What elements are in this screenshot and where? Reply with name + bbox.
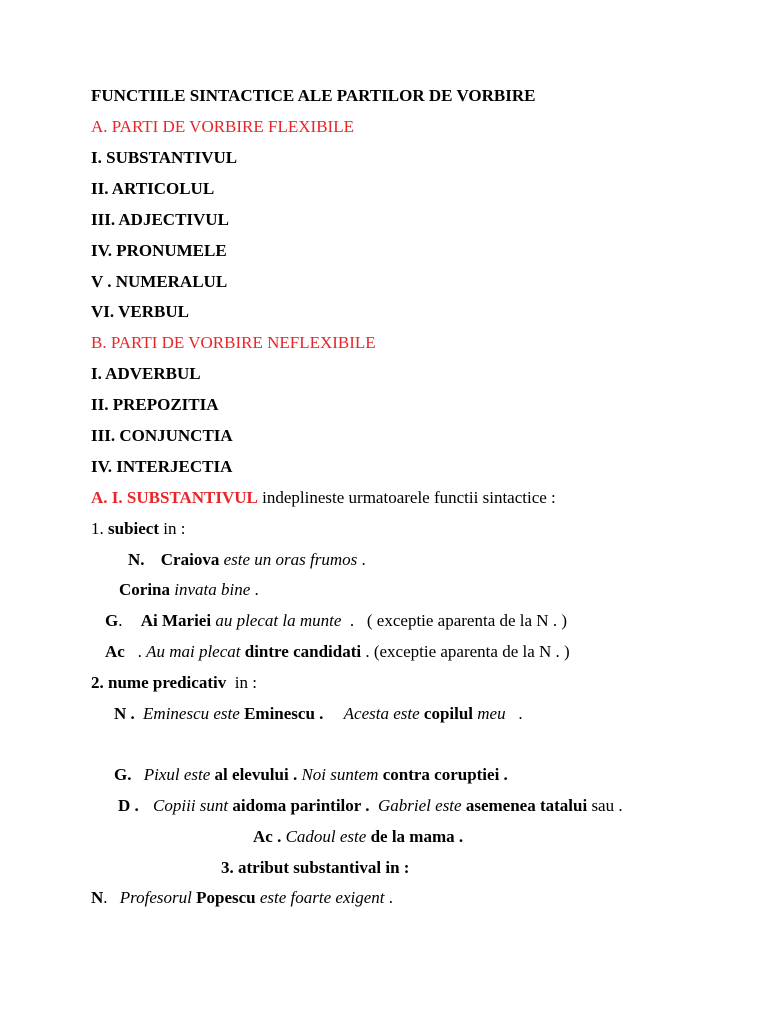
function-number: 1. [91, 519, 108, 538]
example-keyword: Popescu [191, 888, 256, 907]
example-corina [119, 580, 259, 600]
example-end: sau . [587, 796, 623, 815]
function-1-subiect [91, 519, 185, 539]
example-text: au plecat la munte [211, 611, 342, 630]
example-keyword: copilul [423, 704, 474, 723]
list-item: I. SUBSTANTIVUL [91, 148, 238, 167]
example-pre: . [124, 642, 147, 661]
example-f2-acuzativ [253, 827, 463, 847]
example-text: Au mai plecat [146, 642, 241, 661]
example-keyword: dintre candidati [240, 642, 362, 661]
example-text: Cadoul este [281, 827, 367, 846]
example-genitiv [105, 611, 567, 631]
case-label: G [105, 611, 119, 630]
example-text: Copiii sunt [153, 796, 229, 815]
example-end: . [505, 704, 523, 723]
example-text: invata bine [170, 580, 251, 599]
example-keyword: Eminescu [244, 704, 315, 723]
example-dot: . [314, 704, 324, 723]
example-text: este un oras frumos [219, 550, 358, 569]
example-text: meu [473, 704, 506, 723]
function-label: subiect [108, 519, 159, 538]
example-text: Acesta este [343, 704, 420, 723]
example-keyword: al elevului . [210, 765, 298, 784]
example-f3-nominativ [91, 888, 393, 908]
case-label: N [91, 888, 104, 907]
case-dot: . [118, 611, 123, 630]
case-label: Ac [105, 642, 125, 661]
example-text: Gabriel este [369, 796, 462, 815]
example-end: . [250, 580, 259, 599]
substantiv-intro [91, 488, 556, 508]
example-f2-dativ [118, 796, 623, 816]
example-text: Pixul este [143, 765, 211, 784]
list-item: IV. INTERJECTIA [91, 457, 233, 476]
substantiv-intro-text: indeplineste urmatoarele functii sintactice : [257, 488, 556, 507]
example-end: . [384, 888, 393, 907]
example-keyword: aidoma parintilor . [228, 796, 370, 815]
function-2-nume-predicativ [91, 673, 257, 693]
function-label: 2. nume predicativ [91, 673, 227, 692]
example-keyword: Craiova [160, 550, 220, 569]
list-item: IV. PRONUMELE [91, 241, 227, 260]
example-end: . (exceptie aparenta de la N . ) [361, 642, 570, 661]
example-f2-nominativ [114, 704, 523, 724]
example-end: . ( exceptie aparenta de la N . ) [341, 611, 567, 630]
example-nominativ [128, 550, 366, 570]
list-item: III. ADJECTIVUL [91, 210, 229, 229]
example-keyword: asemenea tatalui [461, 796, 588, 815]
list-item: II. PREPOZITIA [91, 395, 219, 414]
list-item: II. ARTICOLUL [91, 179, 215, 198]
example-text: Profesorul [119, 888, 192, 907]
example-keyword: de la mama . [366, 827, 464, 846]
list-item: V . NUMERALUL [91, 272, 228, 291]
list-item: I. ADVERBUL [91, 364, 201, 383]
example-keyword: contra coruptiei . [378, 765, 508, 784]
example-acuzativ [105, 642, 570, 662]
page-title: FUNCTIILE SINTACTICE ALE PARTILOR DE VORBIRE [91, 86, 536, 105]
example-text: Eminescu este [143, 704, 240, 723]
case-label: Ac . [253, 827, 282, 846]
case-label: D . [118, 796, 139, 815]
section-b-heading: B. PARTI DE VORBIRE NEFLEXIBILE [91, 333, 376, 352]
substantiv-intro-heading: A. I. SUBSTANTIVUL [91, 488, 258, 507]
section-a-heading: A. PARTI DE VORBIRE FLEXIBILE [91, 117, 354, 136]
case-dot: . [103, 888, 108, 907]
example-text: este foarte exigent [255, 888, 385, 907]
list-item: VI. VERBUL [91, 302, 189, 321]
list-item: III. CONJUNCTIA [91, 426, 233, 445]
case-label: N. [128, 550, 145, 569]
example-end: . [357, 550, 366, 569]
function-text: in : [159, 519, 186, 538]
example-text: Noi suntem [297, 765, 379, 784]
case-label: G. [114, 765, 132, 784]
example-f2-genitiv [114, 765, 508, 785]
case-label: N . [114, 704, 135, 723]
function-text: in : [226, 673, 257, 692]
example-keyword: Corina [119, 580, 170, 599]
example-keyword: Ai Mariei [140, 611, 212, 630]
function-3-atribut: 3. atribut substantival in : [221, 858, 410, 877]
